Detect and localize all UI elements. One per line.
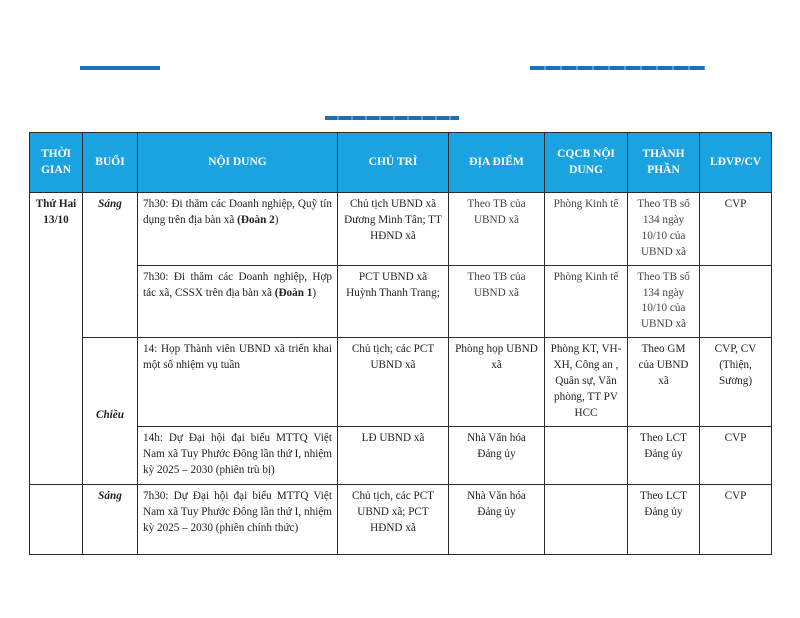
table-row xyxy=(30,338,772,427)
ldvp-cell: CVP xyxy=(700,426,772,484)
agency-cell: Phòng Kinh tế xyxy=(545,193,628,266)
content-text: 7h30: Đi thăm các Doanh nghiệp, Hợp tác xã, CSSX trên địa bàn xã xyxy=(143,270,332,299)
content-bold: (Đoàn 1 xyxy=(274,286,313,299)
location-cell: Theo TB của UBND xã xyxy=(449,193,545,266)
chair-cell: PCT UBND xã Huỳnh Thanh Trang; xyxy=(338,265,449,338)
agency-cell: Phòng KT, VH-XH, Công an , Quân sự, Văn phòng, TT PV HCC xyxy=(545,338,628,427)
content-cell xyxy=(138,265,338,338)
chair-cell: Chủ tịch UBND xã Dương Minh Tân; TT HĐND xã xyxy=(338,193,449,266)
date-cell: Thứ Hai 13/10 xyxy=(30,193,83,485)
col-header-chair: CHỦ TRÌ xyxy=(338,133,449,193)
location-cell: Theo TB của UBND xã xyxy=(449,265,545,338)
content-cell: 14: Họp Thành viên UBND xã triển khai một số nhiệm vụ tuần xyxy=(138,338,338,427)
col-header-content: NỘI DUNG xyxy=(138,133,338,193)
chair-cell: LĐ UBND xã xyxy=(338,426,449,484)
table-row xyxy=(30,426,772,484)
content-bold: (Đoàn 2 xyxy=(237,213,275,226)
col-header-session: BUỔI xyxy=(83,133,138,193)
ldvp-cell xyxy=(700,265,772,338)
ldvp-cell: CVP xyxy=(700,484,772,554)
location-cell: Phòng họp UBND xã xyxy=(449,338,545,427)
content-text-end: ) xyxy=(274,213,279,226)
table-row xyxy=(30,265,772,338)
col-header-agency: CQCB NỘI DUNG xyxy=(545,133,628,193)
content-text: 7h30: Đi thăm các Doanh nghiệp, Quỹ tín dụng trên địa bàn xã xyxy=(143,198,332,226)
ldvp-cell: CVP, CV (Thiện, Sương) xyxy=(700,338,772,427)
col-header-ldvp: LĐVP/CV xyxy=(700,133,772,193)
participants-cell: Theo TB số 134 ngày 10/10 của UBND xã xyxy=(628,193,700,266)
content-cell: 7h30: Dự Đại hội đại biểu MTTQ Việt Nam xã Tuy Phước Đông lần thứ I, nhiệm kỳ 2025 – 2030 (phiên chính thức) xyxy=(138,484,338,554)
chair-cell: Chủ tịch; các PCT UBND xã xyxy=(338,338,449,427)
participants-cell: Theo LCT Đảng ủy xyxy=(628,484,700,554)
table-row xyxy=(30,484,772,554)
header-row xyxy=(30,133,772,193)
col-header-participants: THÀNH PHẦN xyxy=(628,133,700,193)
date-cell-empty xyxy=(30,484,83,554)
agency-cell: Phòng Kinh tế xyxy=(545,265,628,338)
content-cell xyxy=(138,193,338,266)
header-rule-right xyxy=(530,66,705,70)
title-rule xyxy=(325,116,459,120)
session-cell-morning: Sáng xyxy=(83,193,138,338)
agency-cell xyxy=(545,426,628,484)
chair-cell: Chủ tịch, các PCT UBND xã; PCT HĐND xã xyxy=(338,484,449,554)
schedule-table xyxy=(29,132,772,555)
col-header-time: THỜI GIAN xyxy=(30,133,83,193)
agency-cell xyxy=(545,484,628,554)
ldvp-cell: CVP xyxy=(700,193,772,266)
participants-cell: Theo TB số 134 ngày 10/10 của UBND xã xyxy=(628,265,700,338)
location-cell: Nhà Văn hóa Đảng ủy xyxy=(449,484,545,554)
session-cell-afternoon: Chiều xyxy=(83,338,138,485)
table-row xyxy=(30,193,772,266)
header-rule-left xyxy=(80,66,160,70)
session-cell-morning: Sáng xyxy=(83,484,138,554)
col-header-location: ĐỊA ĐIỂM xyxy=(449,133,545,193)
participants-cell: Theo LCT Đảng ủy xyxy=(628,426,700,484)
content-cell: 14h: Dự Đại hội đại biểu MTTQ Việt Nam xã Tuy Phước Đông lần thứ I, nhiệm kỳ 2025 – 2030 (phiên trù bị) xyxy=(138,426,338,484)
participants-cell: Theo GM của UBND xã xyxy=(628,338,700,427)
content-text-end: ) xyxy=(312,286,317,299)
location-cell: Nhà Văn hóa Đảng ủy xyxy=(449,426,545,484)
